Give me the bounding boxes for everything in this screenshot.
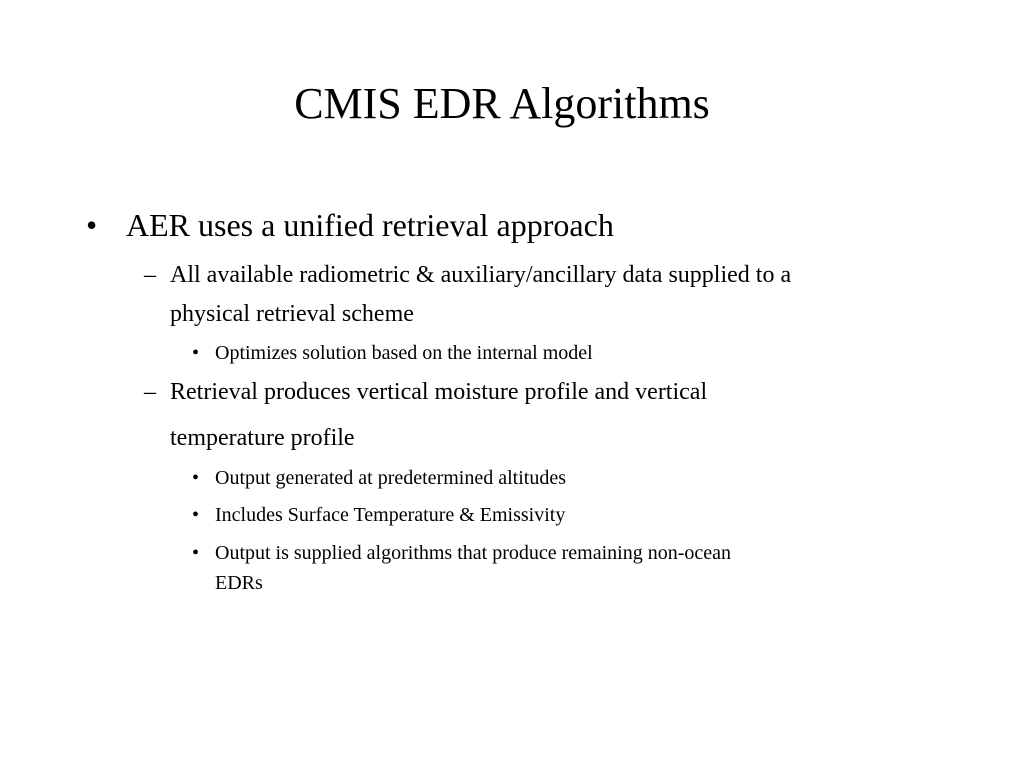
bullet-dash-icon: – — [144, 379, 156, 405]
bullet-dot-icon: • — [192, 467, 200, 489]
bullet-text-level2-continuation: physical retrieval scheme — [170, 301, 414, 327]
bullet-text-level2: All available radiometric & auxiliary/ancillary data supplied to a — [170, 262, 792, 288]
bullet-text-level3-continuation: EDRs — [215, 572, 263, 594]
bullet-dash-icon: – — [144, 262, 156, 288]
bullet-text-level2-continuation: temperature profile — [170, 425, 355, 451]
bullet-text-level3: Output is supplied algorithms that produce remaining non-ocean — [215, 542, 731, 564]
bullet-text-level1: AER uses a unified retrieval approach — [126, 207, 614, 243]
bullet-text-level2: Retrieval produces vertical moisture profile and vertical — [170, 379, 708, 405]
bullet-dot-icon: • — [192, 342, 200, 364]
bullet-text-level3: Includes Surface Temperature & Emissivity — [215, 504, 566, 526]
slide-title: CMIS EDR Algorithms — [294, 79, 710, 128]
bullet-dot-icon: • — [192, 504, 200, 526]
bullet-text-level3: Output generated at predetermined altitudes — [215, 467, 566, 489]
bullet-text-level3: Optimizes solution based on the internal model — [215, 342, 593, 364]
bullet-dot-icon: • — [86, 207, 98, 243]
bullet-dot-icon: • — [192, 542, 200, 564]
